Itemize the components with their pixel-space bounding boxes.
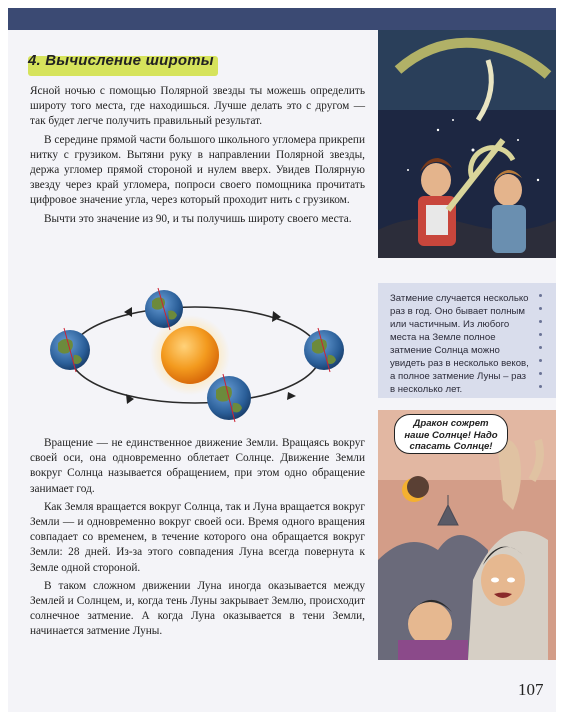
- body-text-orbit: [30, 436, 365, 643]
- paragraph: Вращение — не единственное движение Земли. Вращаясь вокруг своей оси, она одновременно облетает Солнце. Движение Земли вокруг Солнца называется обращением, при этом одно обращение занимает год.: [30, 437, 365, 495]
- bubble-line: наше Солнце! Надо: [404, 429, 498, 441]
- paragraph: В середине прямой части большого школьного угломера прикрепи нитку с грузиком. Вытяни руку в направлении Полярной звезды, держа угломер прямой стороной и нулем вверх. Увидев Полярную звезду через край угломера, попроси своего помощника прочитать цифровое значение угла, через который проходит нить с грузиком.: [30, 133, 365, 207]
- arrow-icon: [287, 392, 296, 400]
- bubble-line: Дракон сожрет: [413, 418, 489, 429]
- paragraph: Как Земля вращается вокруг Солнца, так и Луна вращается вокруг Земли — и одновременно вокруг своей оси. Время одного вращения совпадает со временем, в течение которого она обращается вокруг Земли: 28 дней. Из-за этого совпадения Луна всегда повернута к Земле одной стороной.: [30, 500, 365, 574]
- page-number: 107: [518, 680, 544, 699]
- kids-stargazing-image: [378, 30, 556, 258]
- header-bar: [8, 8, 556, 30]
- bubble-line: спасать Солнце!: [409, 441, 493, 452]
- sidebar-text: Затмение случается несколько раз в год. Оно бывает полным или частичным. Из любого места на Земле полное затмение Солнца можно увидеть раз в несколько веков, а полное затмение Луны – раз в несколько лет.: [390, 293, 529, 395]
- earth-orbit-diagram: [30, 285, 360, 425]
- paragraph: В таком сложном движении Луна иногда оказывается между Землей и Солнцем, и, когда тень Луны закрывает Землю, происходит солнечное затмение. А когда Луна оказывается в тени Земли, начинается затмение Луны.: [30, 579, 365, 638]
- paragraph: Ясной ночью с помощью Полярной звезды ты можешь определить широту того места, где находишься. Лучше делать это с другом — так будет легче получить правильный результат.: [30, 85, 365, 128]
- section-heading: [28, 52, 214, 69]
- sidebar-dots: [536, 294, 546, 398]
- body-text-latitude: [30, 84, 365, 230]
- earth-globe-icon: [304, 328, 344, 372]
- protractor-illustration: [378, 30, 556, 258]
- heading-text: 4. Вычисление широты: [28, 52, 214, 69]
- paragraph: Вычти это значение из 90, и ты получишь широту своего места.: [44, 212, 352, 225]
- speech-bubble: [394, 414, 508, 454]
- earth-globe-icon: [50, 328, 90, 372]
- sun-icon: [161, 326, 219, 384]
